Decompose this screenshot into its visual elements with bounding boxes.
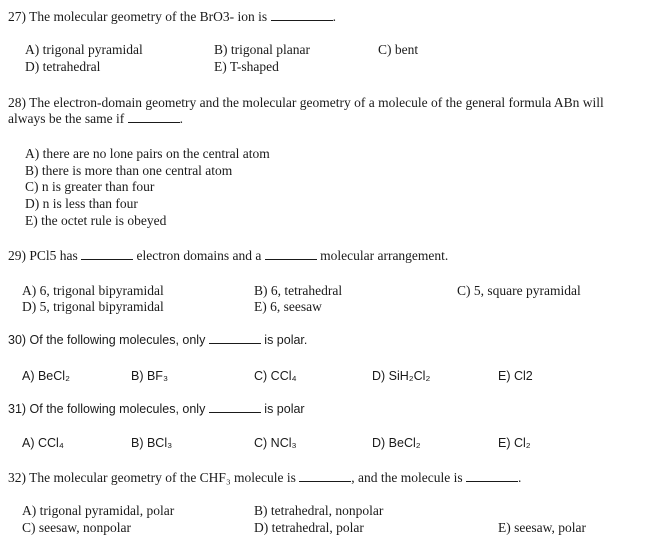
q32-option-b[interactable]: B) tetrahedral, nonpolar [254,503,384,518]
q30-option-d[interactable]: D) SiH₂Cl₂ [372,369,431,383]
q30-option-b[interactable]: B) BF₃ [131,369,169,383]
q27-stem-end: . [332,9,336,24]
q31-answer-blank [209,401,261,413]
q31-option-b[interactable]: B) BCl₃ [131,436,173,450]
q29-option-a[interactable]: A) 6, trigonal bipyramidal [22,283,164,298]
q28-stem-line1: 28) The electron-domain geometry and the molecular geometry of a molecule of the general formula ABn will [8,95,604,110]
q32-stem [8,470,521,486]
q29-option-c[interactable]: C) 5, square pyramidal [457,283,581,298]
q28-option-a[interactable]: A) there are no lone pairs on the central atom [25,146,270,161]
q32-stem-part1: 32) The molecular geometry of the CHF₃ molecule is [8,470,296,485]
q31-stem-part2: is polar [264,402,305,416]
q27-option-e[interactable]: E) T-shaped [214,59,279,74]
q31-option-a[interactable]: A) CCl₄ [22,436,64,450]
q30-option-c[interactable]: C) CCl₄ [254,369,297,383]
q27-answer-blank [271,9,333,21]
q31-option-d[interactable]: D) BeCl₂ [372,436,421,450]
q27-stem-text: 27) The molecular geometry of the BrO3- ion is [8,9,268,24]
q27-option-b[interactable]: B) trigonal planar [214,42,310,57]
q29-option-e[interactable]: E) 6, seesaw [254,299,322,314]
q32-stem-part3: . [517,470,522,485]
q27-option-c[interactable]: C) bent [378,42,419,57]
q32-option-e[interactable]: E) seesaw, polar [498,520,586,535]
q30-option-e[interactable]: E) Cl2 [498,369,533,383]
q28-option-d[interactable]: D) n is less than four [25,196,138,211]
q32-answer-blank-1 [299,470,351,482]
q29-answer-blank-2 [265,248,317,260]
q28-option-c[interactable]: C) n is greater than four [25,179,155,194]
q32-stem-part2: , and the molecule is [351,470,463,485]
q30-option-a[interactable]: A) BeCl₂ [22,369,70,383]
q30-stem [8,332,307,348]
q31-option-c[interactable]: C) NCl₃ [254,436,297,450]
q28-option-e[interactable]: E) the octet rule is obeyed [25,213,167,228]
q30-answer-blank [209,332,261,344]
q27-option-a[interactable]: A) trigonal pyramidal [25,42,143,57]
q32-option-d[interactable]: D) tetrahedral, polar [254,520,364,535]
q27-option-d[interactable]: D) tetrahedral [25,59,101,74]
q30-stem-part1: 30) Of the following molecules, only [8,333,206,347]
q27-stem [8,9,336,25]
q29-answer-blank-1 [81,248,133,260]
q29-stem [8,248,448,264]
q28-option-b[interactable]: B) there is more than one central atom [25,163,233,178]
q32-answer-blank-2 [466,470,518,482]
q28-stem-end: . [179,111,183,126]
q28-stem-line2 [8,111,183,127]
q29-stem-part1: 29) PCl5 has [8,248,78,263]
q28-stem-line2-text: always be the same if [8,111,125,126]
q31-option-e[interactable]: E) Cl₂ [498,436,531,450]
q30-stem-part2: is polar. [264,333,308,347]
q29-stem-part3: molecular arrangement. [320,248,449,263]
q29-stem-part2: electron domains and a [136,248,262,263]
q32-option-c[interactable]: C) seesaw, nonpolar [22,520,131,535]
q29-option-b[interactable]: B) 6, tetrahedral [254,283,343,298]
q29-option-d[interactable]: D) 5, trigonal bipyramidal [22,299,164,314]
q31-stem-part1: 31) Of the following molecules, only [8,402,206,416]
q32-option-a[interactable]: A) trigonal pyramidal, polar [22,503,175,518]
q28-answer-blank [128,111,180,123]
q31-stem [8,401,305,417]
